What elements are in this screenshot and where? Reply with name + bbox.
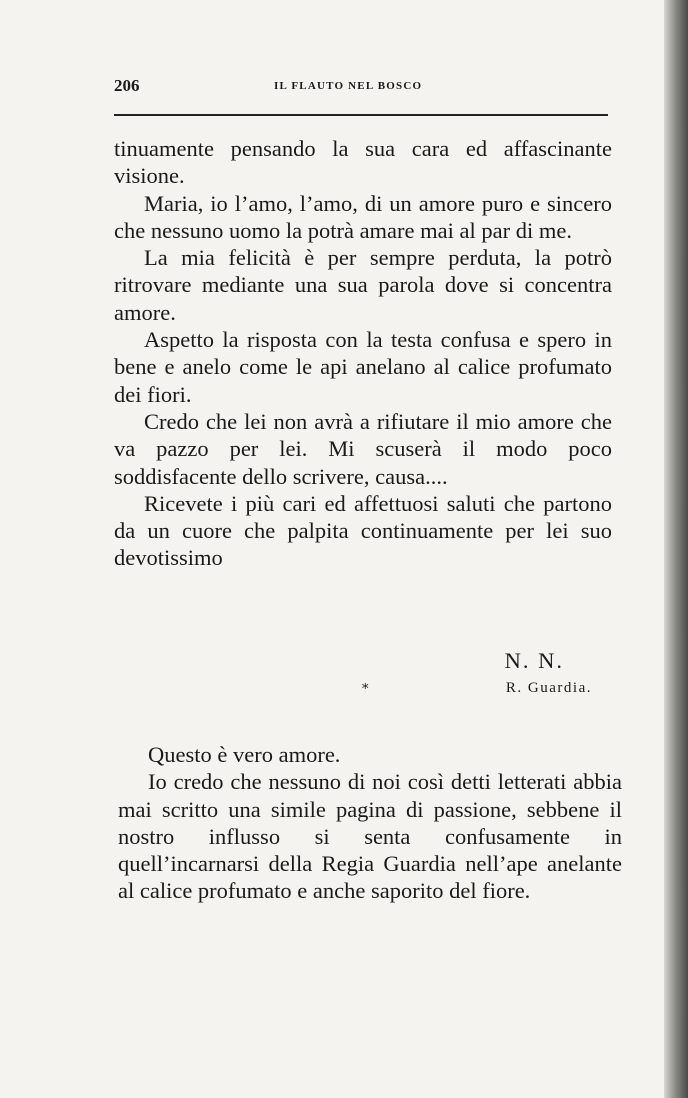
- letter-paragraph: Aspetto la risposta con la testa confusa e spero in bene e anelo come le api anelano al calice profumato dei fiori.: [114, 327, 612, 407]
- header-rule: [114, 114, 608, 116]
- commentary-paragraph: Questo è vero amore.: [148, 742, 341, 767]
- page-number: 206: [114, 76, 140, 95]
- signature-name: R. Guardia.: [505, 680, 592, 696]
- page-header: [114, 76, 608, 100]
- letter-paragraph: tinuamente pensando la sua cara ed affascinante visione.: [114, 136, 612, 189]
- letter-paragraph: Credo che lei non avrà a rifiutare il mio amore che va pazzo per lei. Mi scuserà il modo poco soddisfacente dello scrivere, causa....: [114, 408, 612, 489]
- letter-text: [114, 135, 612, 572]
- commentary-paragraph: Io credo che nessuno di noi così detti letterati abbia mai scritto una simile pagina di passione, sebbene il nostro influsso si senta confusamente in quell’incarnarsi della Regia Guardia nell’ape anelante al calice profumato e anche saporito del fiore.: [118, 769, 622, 904]
- letter-paragraph: La mia felicità è per sempre perduta, la potrò ritrovare mediante una sua parola dove si concentra amore.: [114, 245, 612, 325]
- commentary-text: [118, 741, 622, 905]
- asterisk-mark: *: [362, 682, 369, 697]
- running-title: IL FLAUTO NEL BOSCO: [274, 80, 423, 92]
- signature-initials: N. N.: [504, 648, 564, 673]
- letter-paragraph: Maria, io l’amo, l’amo, di un amore puro e sincero che nessuno uomo la potrà amare mai al par di me.: [114, 190, 612, 243]
- binding-edge: [664, 0, 688, 1098]
- letter-paragraph: Ricevete i più cari ed affettuosi saluti che partono da un cuore che palpita continuamente per lei suo devotissimo: [114, 490, 612, 571]
- signature-block: [114, 648, 608, 708]
